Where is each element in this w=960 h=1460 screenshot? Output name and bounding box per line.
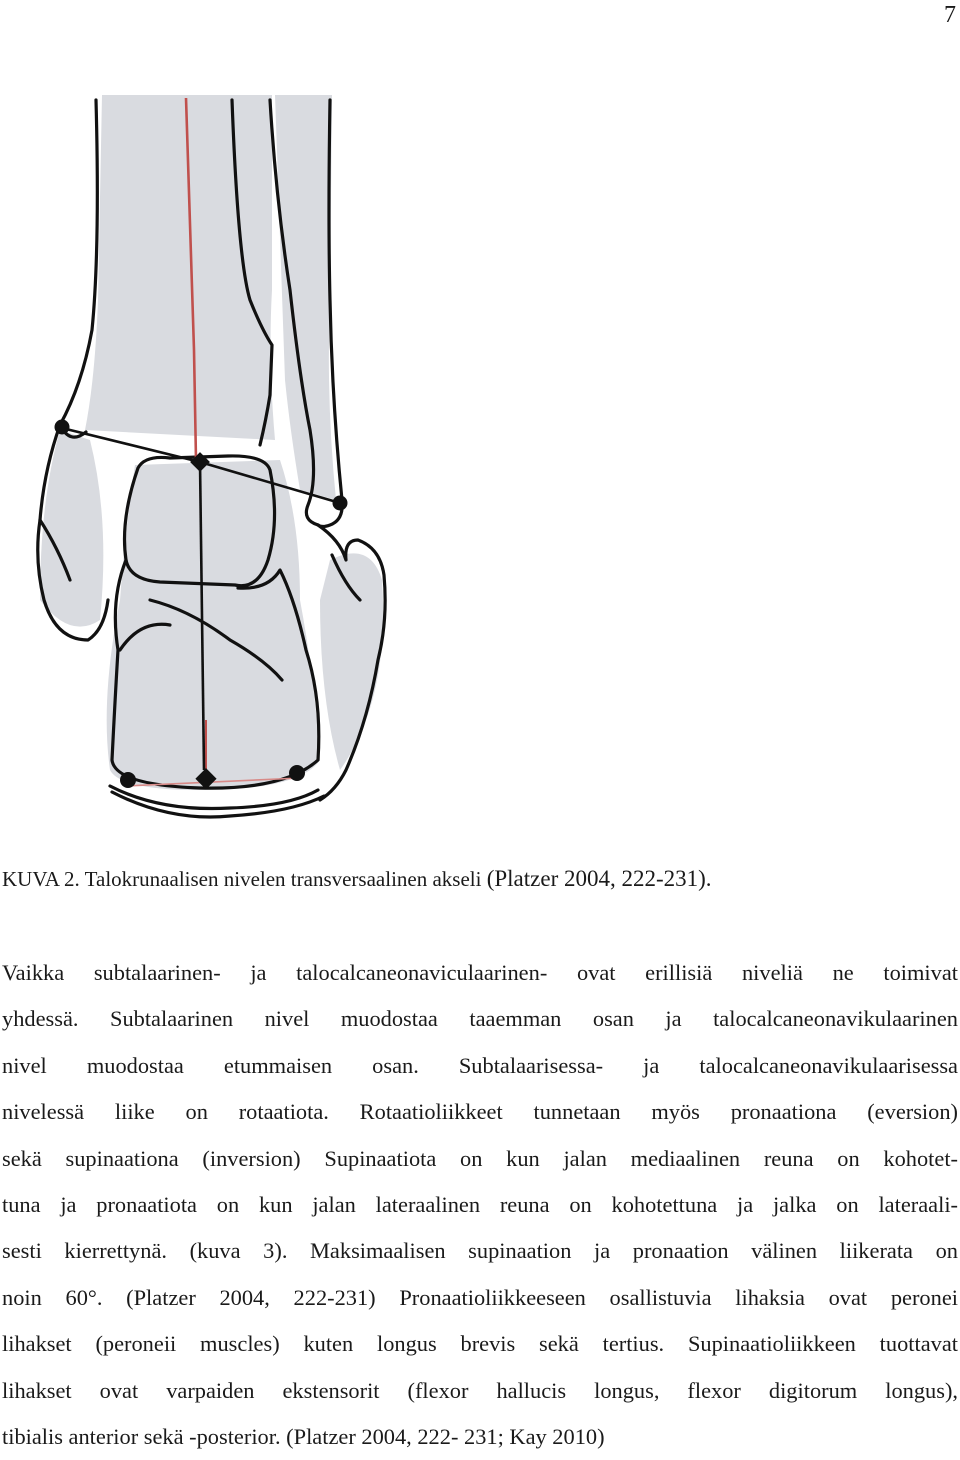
paragraph-line: lihakset (peroneii muscles) kuten longus brevis sekä tertius. Supinaatioliikkeen tuottavat [2,1331,958,1357]
ankle-axis-figure [10,70,440,850]
paragraph-line: lihakset ovat varpaiden ekstensorit (flexor hallucis longus, flexor digitorum longus), [2,1377,958,1403]
bone-shading [40,95,383,790]
page-number: 7 [944,2,956,28]
paragraph-line: sesti kierrettynä. (kuva 3). Maksimaalisen supinaation ja pronaation välinen liikerata on [2,1238,958,1264]
paragraph-line: tibialis anterior sekä -posterior. (Platzer 2004, 222- 231; Kay 2010) [2,1423,605,1449]
body-paragraph [2,950,958,1460]
paragraph-line: yhdessä. Subtalaarinen nivel muodostaa taaemman osan ja talocalcaneonavikulaarinen [2,1006,958,1032]
paragraph-line: noin 60°. (Platzer 2004, 222-231) Pronaatioliikkeeseen osallistuvia lihaksia ovat peronei [2,1284,958,1310]
paragraph-line: nivelessä liike on rotaatiota. Rotaatioliikkeet tunnetaan myös pronaationa (eversion) [2,1099,958,1125]
caption-source: (Platzer 2004, 222-231). [486,866,712,891]
paragraph-line: sekä supinaationa (inversion) Supinaatiota on kun jalan mediaalinen reuna on kohotet- [2,1145,958,1171]
figure-caption [2,866,712,892]
paragraph-line: nivel muodostaa etummaisen osan. Subtalaarisessa- ja talocalcaneonavikulaarisessa [2,1052,958,1078]
caption-text: KUVA 2. Talokrunaalisen nivelen transversaalinen akseli [2,867,487,891]
paragraph-line: tuna ja pronaatiota on kun jalan lateraalinen reuna on kohotettuna ja jalka on lateraali- [2,1191,958,1217]
paragraph-line: Vaikka subtalaarinen- ja talocalcaneonaviculaarinen- ovat erillisiä niveliä ne toimivat [2,960,958,985]
